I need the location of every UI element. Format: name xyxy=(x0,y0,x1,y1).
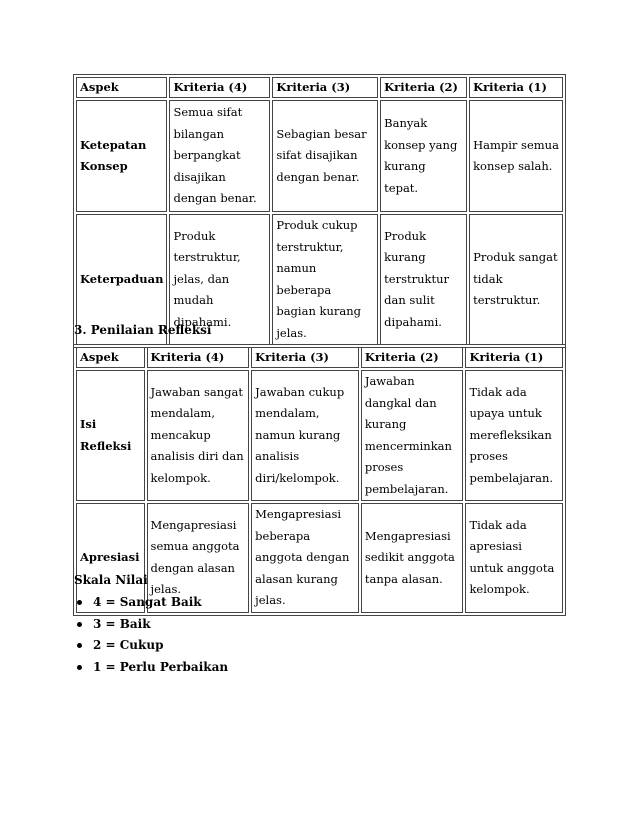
table-row xyxy=(76,100,563,212)
criteria-cell: Banyak konsep yang kurang tepat. xyxy=(380,100,467,212)
table-header-row xyxy=(76,347,563,368)
scale-item-label: 3 = Baik xyxy=(93,616,151,631)
concept-rubric-table xyxy=(73,74,566,348)
criteria-cell: Mengapresiasi sedikit anggota tanpa alasan. xyxy=(361,503,464,613)
criteria-cell: Produk terstruktur, jelas, dan mudah dipahami. xyxy=(169,214,270,345)
bullet-icon xyxy=(77,643,82,648)
criteria-cell: Sebagian besar sifat disajikan dengan benar. xyxy=(272,100,378,212)
list-item xyxy=(74,614,228,636)
header-kriteria-1: Kriteria (1) xyxy=(469,77,563,98)
criteria-cell: Tidak ada upaya untuk merefleksikan proses pembelajaran. xyxy=(465,370,563,501)
list-item xyxy=(74,635,228,657)
header-kriteria-2: Kriteria (2) xyxy=(361,347,464,368)
scale-item-label: 2 = Cukup xyxy=(93,638,164,652)
header-kriteria-4: Kriteria (4) xyxy=(147,347,250,368)
header-kriteria-3: Kriteria (3) xyxy=(272,77,378,98)
header-aspek: Aspek xyxy=(76,347,145,368)
header-kriteria-1: Kriteria (1) xyxy=(465,347,563,368)
header-kriteria-3: Kriteria (3) xyxy=(251,347,359,368)
section-title: 3. Penilaian Refleksi xyxy=(74,323,212,337)
header-kriteria-4: Kriteria (4) xyxy=(169,77,270,98)
aspect-cell: Apresiasi xyxy=(76,503,145,613)
list-item xyxy=(74,592,228,614)
bullet-icon xyxy=(77,665,82,670)
criteria-cell: Tidak ada apresiasi untuk anggota kelompok. xyxy=(465,503,563,613)
criteria-cell: Hampir semua konsep salah. xyxy=(469,100,563,212)
scale-title: Skala Nilai xyxy=(74,573,148,587)
scale-item-label: 4 = Sangat Baik xyxy=(93,595,202,609)
criteria-cell: Produk sangat tidak terstruktur. xyxy=(469,214,563,345)
header-aspek: Aspek xyxy=(76,77,167,98)
criteria-cell: Mengapresiasi semua anggota dengan alasan jelas. xyxy=(147,503,250,613)
header-kriteria-2: Kriteria (2) xyxy=(380,77,467,98)
criteria-cell: Mengapresiasi beberapa anggota dengan alasan kurang jelas. xyxy=(251,503,359,613)
criteria-cell: Jawaban sangat mendalam, mencakup analisis diri dan kelompok. xyxy=(147,370,250,501)
scale-list xyxy=(74,592,228,678)
table-header-row xyxy=(76,77,563,98)
aspect-cell: Ketepatan Konsep xyxy=(76,100,167,212)
table-row xyxy=(76,370,563,501)
criteria-cell: Produk kurang terstruktur dan sulit dipahami. xyxy=(380,214,467,345)
criteria-cell: Jawaban dangkal dan kurang mencerminkan proses pembelajaran. xyxy=(361,370,464,501)
criteria-cell: Produk cukup terstruktur, namun beberapa bagian kurang jelas. xyxy=(272,214,378,345)
criteria-cell: Semua sifat bilangan berpangkat disajikan dengan benar. xyxy=(169,100,270,212)
aspect-cell: Keterpaduan xyxy=(76,214,167,345)
bullet-icon xyxy=(77,622,82,627)
bullet-icon xyxy=(77,600,82,605)
scale-item-label: 1 = Perlu Perbaikan xyxy=(93,659,229,674)
aspect-cell: Isi Refleksi xyxy=(76,370,145,501)
criteria-cell: Jawaban cukup mendalam, namun kurang analisis diri/kelompok. xyxy=(251,370,359,501)
list-item xyxy=(74,657,228,679)
